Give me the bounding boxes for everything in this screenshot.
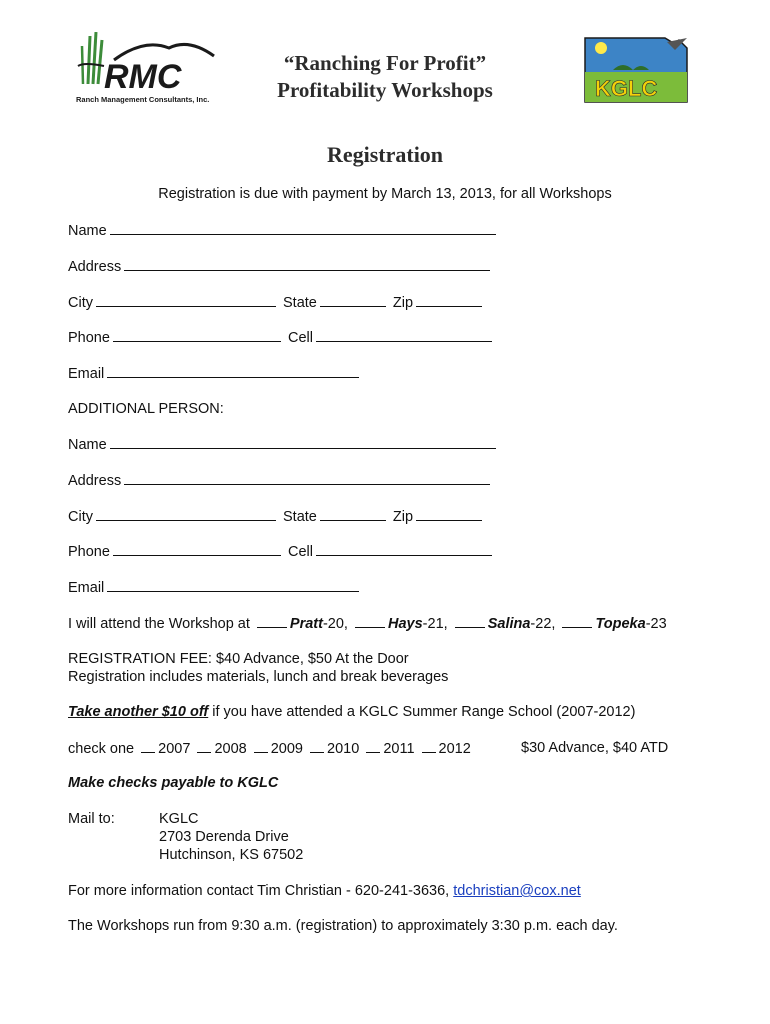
- fee-line-2: Registration includes materials, lunch and break beverages: [68, 669, 449, 685]
- title-line-1: “Ranching For Profit”: [283, 51, 487, 75]
- phone-field-2[interactable]: [113, 542, 281, 556]
- discount-text: if you have attended a KGLC Summer Range School (2007-2012): [212, 704, 636, 720]
- check-year-2008: 2008: [214, 741, 247, 757]
- fee-line-1: REGISTRATION FEE: $40 Advance, $50 At the Door: [68, 651, 409, 667]
- address-label-2: Address: [68, 473, 122, 489]
- check-blank-2012[interactable]: [422, 739, 436, 753]
- check-blank-2011[interactable]: [366, 739, 380, 753]
- state-field-2[interactable]: [320, 507, 386, 521]
- attend-city-topeka: Topeka: [595, 616, 646, 632]
- city-field-2[interactable]: [96, 507, 276, 521]
- email-label-2: Email: [68, 580, 105, 596]
- attend-blank-hays[interactable]: [355, 614, 385, 628]
- attend-blank-topeka[interactable]: [562, 614, 592, 628]
- mail-line-2: 2703 Derenda Drive: [159, 829, 289, 845]
- email-row: [68, 364, 362, 383]
- address-row-2: [68, 471, 493, 490]
- address-label: Address: [68, 259, 122, 275]
- city-field[interactable]: [96, 293, 276, 307]
- check-year-2012: 2012: [438, 741, 471, 757]
- check-one-row: [68, 739, 471, 758]
- name-label-2: Name: [68, 437, 107, 453]
- address-row: [68, 257, 493, 276]
- address-field-2[interactable]: [124, 471, 490, 485]
- name-label: Name: [68, 223, 107, 239]
- contact-text: For more information contact Tim Christian - 620-241-3636,: [68, 883, 450, 899]
- mail-line-3: Hutchinson, KS 67502: [159, 847, 304, 863]
- name-row-2: [68, 435, 499, 454]
- email-label: Email: [68, 366, 105, 382]
- check-year-2007: 2007: [158, 741, 191, 757]
- contact-row: [68, 882, 581, 900]
- workshop-hours: The Workshops run from 9:30 a.m. (registration) to approximately 3:30 p.m. each day.: [68, 918, 618, 934]
- zip-label-2: Zip: [392, 509, 414, 525]
- name-field[interactable]: [110, 221, 496, 235]
- state-label-2: State: [283, 509, 317, 525]
- rmc-logo-caption: Ranch Management Consultants, Inc.: [76, 95, 210, 104]
- kglc-logo-letters: KGLC: [595, 76, 658, 101]
- check-blank-2009[interactable]: [254, 739, 268, 753]
- state-label: State: [283, 295, 317, 311]
- city-label-2: City: [68, 509, 93, 525]
- attend-day-salina: -22,: [530, 616, 556, 632]
- page-heading: Registration: [326, 142, 444, 167]
- address-field[interactable]: [124, 257, 490, 271]
- cell-label: Cell: [287, 330, 313, 346]
- email-field-2[interactable]: [107, 578, 359, 592]
- mail-label: Mail to:: [68, 811, 115, 827]
- check-one-price: $30 Advance, $40 ATD: [521, 740, 669, 756]
- city-row: [68, 293, 485, 312]
- title-line-2: Profitability Workshops: [277, 78, 493, 102]
- zip-field-2[interactable]: [416, 507, 482, 521]
- phone-row-2: [68, 542, 495, 561]
- phone-label: Phone: [68, 330, 110, 346]
- phone-row: [68, 328, 495, 347]
- cell-field[interactable]: [316, 328, 492, 342]
- check-blank-2010[interactable]: [310, 739, 324, 753]
- attend-row: [68, 614, 667, 633]
- discount-row: [68, 703, 635, 721]
- phone-label-2: Phone: [68, 544, 110, 560]
- attend-day-topeka: -23: [645, 616, 667, 632]
- cell-label-2: Cell: [287, 544, 313, 560]
- attend-blank-pratt[interactable]: [257, 614, 287, 628]
- attend-city-salina: Salina: [487, 616, 531, 632]
- name-row: [68, 221, 499, 240]
- email-field[interactable]: [107, 364, 359, 378]
- zip-field[interactable]: [416, 293, 482, 307]
- attend-city-hays: Hays: [388, 616, 423, 632]
- check-year-2010: 2010: [327, 741, 360, 757]
- check-year-2011: 2011: [383, 741, 415, 757]
- due-notice: Registration is due with payment by March 13, 2013, for all Workshops: [158, 186, 612, 202]
- check-blank-2008[interactable]: [197, 739, 211, 753]
- check-year-2009: 2009: [270, 741, 303, 757]
- additional-person-heading: ADDITIONAL PERSON:: [68, 401, 224, 417]
- discount-emphasis: Take another $10 off: [68, 704, 209, 720]
- city-row-2: [68, 507, 485, 526]
- city-label: City: [68, 295, 93, 311]
- attend-blank-salina[interactable]: [455, 614, 485, 628]
- mail-line-1: KGLC: [159, 811, 199, 827]
- attend-day-hays: -21,: [422, 616, 448, 632]
- rmc-logo-letters: RMC: [104, 58, 182, 96]
- phone-field[interactable]: [113, 328, 281, 342]
- attend-prefix: I will attend the Workshop at: [68, 616, 250, 632]
- check-one-label: check one: [68, 741, 135, 757]
- attend-day-pratt: -20,: [322, 616, 348, 632]
- payable-notice: Make checks payable to KGLC: [68, 775, 279, 791]
- attend-city-pratt: Pratt: [289, 616, 323, 632]
- email-row-2: [68, 578, 362, 597]
- state-field[interactable]: [320, 293, 386, 307]
- contact-email-link[interactable]: tdchristian@cox.net: [453, 883, 581, 899]
- check-blank-2007[interactable]: [141, 739, 155, 753]
- name-field-2[interactable]: [110, 435, 496, 449]
- cell-field-2[interactable]: [316, 542, 492, 556]
- zip-label: Zip: [392, 295, 414, 311]
